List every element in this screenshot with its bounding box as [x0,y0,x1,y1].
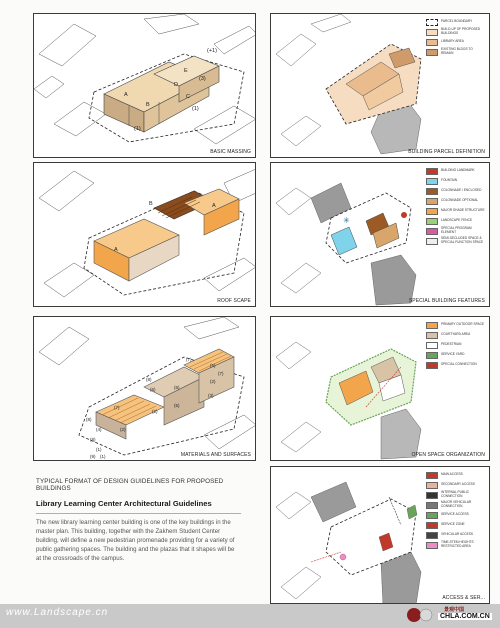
badge-logo-icon [404,606,438,623]
watermark-text: www.Landscape.cn [6,607,109,618]
panel-caption: BUILDING PARCEL DEFINITION [408,149,485,155]
badge-url: CHLA.COM.CN [440,613,490,620]
sheet-caption: TYPICAL FORMAT OF DESIGN GUIDELINES FOR PROPOSED BUILDINGS [36,478,224,492]
panel-materials [33,316,256,461]
legend-item: COURTYARD AREA [426,331,486,339]
basic-massing-drawing [34,14,256,158]
legend-item: BUILD-UP OF PROPOSED BUILDINGS [426,28,486,36]
legend-item: SECONDARY ACCESS [426,481,486,489]
massing-label-6: C [186,94,190,100]
legend-item: COLONNADE OPTIONAL [426,197,486,205]
mat-label-16: (9) [90,454,96,459]
massing-label-4: D [174,82,178,88]
roof-label-2: A [114,247,118,253]
legend-item: MAJOR SHADE STRUCTURE [426,207,486,215]
mat-label-0: (7) [186,357,192,362]
panel-caption: SPECIAL BUILDING FEATURES [408,298,485,304]
legend-item: VEHICULAR ACCESS [426,531,486,539]
legend-item: SPECIAL PROGRAM ELEMENT [426,227,486,235]
legend-item: SERVICE ZONE [426,521,486,529]
legend-item: COLONNADE / ENCLOSED [426,187,486,195]
legend-item: SERVICE ACCESS [426,511,486,519]
landmark-icon [401,212,407,218]
mat-label-13: (2) [120,427,126,432]
legend-item: BUILDING LANDMARK [426,167,486,175]
open-space-legend [426,321,486,371]
mat-label-14: (8) [90,437,96,442]
legend-item: LANDSCAPE FENCE [426,217,486,225]
heading-divider [36,513,241,514]
mat-label-8: (3) [208,393,214,398]
watermark-strip [0,604,500,625]
massing-label-2: (3) [199,76,206,82]
mat-label-2: (6) [150,387,156,392]
legend-item: INTERNAL PUBLIC CONNECTION [426,491,486,499]
legend-item: MAIN ACCESS [426,471,486,479]
panel-caption: BASIC MASSING [210,149,251,155]
parcel-legend [426,18,486,58]
fountain-icon: ✳ [343,216,350,225]
panel-caption: MATERIALS AND SURFACES [180,452,251,458]
mat-label-17: (1) [100,454,106,459]
mat-label-15: (1) [96,447,102,452]
legend-item: SERVICE YARD [426,351,486,359]
panel-parcel [270,13,490,158]
massing-label-7: (1) [134,126,141,132]
site-badge [404,606,494,623]
panel-open-space [270,316,490,461]
massing-label-0: (+1) [207,48,217,54]
panel-caption: OPEN SPACE ORGANIZATION [411,452,485,458]
guideline-text [36,478,256,563]
massing-label-3: A [124,92,128,98]
panel-access [270,466,490,604]
legend-item: TIME-STEM HEIGHTS RESTRICTED AREA [426,541,486,549]
guideline-heading: Library Learning Center Architectural Guidelines [36,499,212,508]
mat-label-7: (5) [174,403,180,408]
mat-label-10: (7) [114,405,120,410]
legend-item: PRIMARY OUTDOOR SPACE [426,321,486,329]
panel-special-features [270,162,490,307]
special-legend [426,167,486,247]
mat-label-11: (8) [86,417,92,422]
mat-label-3: (5) [210,363,216,368]
access-legend [426,471,486,551]
mat-label-5: (6) [174,385,180,390]
mat-label-9: (2) [152,409,158,414]
legend-item: PEDESTRIAN [426,341,486,349]
legend-item: MAJOR VEHICULAR CONNECTION [426,501,486,509]
panel-basic-massing [33,13,256,158]
roof-label-1: A [212,203,216,209]
mat-label-12: (4) [96,427,102,432]
massing-label-5: B [146,102,150,108]
legend-item: EXISTING BLDGS TO REMAIN [426,48,486,56]
legend-item: SPECIAL CONNECTION [426,361,486,369]
materials-drawing [34,317,256,461]
legend-item: LIBRARY AREA [426,38,486,46]
mat-label-4: (7) [218,371,224,376]
massing-label-8: (1) [192,106,199,112]
guideline-paragraph: The new library learning center building is one of the key buildings in the master plan. This building, together with the Zakhem Student Center building, will define a new pedestrian promenade providing for a variety of public gathering spaces. The building and the plazas that it shapes will be at the crossroads of the campus. [36,519,235,563]
legend-item: FOUNTAIN [426,177,486,185]
legend-item: PARCEL BOUNDARY [426,18,486,26]
roof-scape-drawing [34,163,256,307]
panel-roof-scape [33,162,256,307]
roof-label-0: B [149,201,153,207]
massing-label-1: E [184,68,188,74]
mat-label-1: (8) [146,377,152,382]
mat-label-6: (2) [210,379,216,384]
badge-name: 景观中国 [444,607,465,613]
legend-item: SEMI-SECLUDED SPACE & SPECIAL FUNCTION SPACE [426,237,486,245]
panel-caption: ROOF SCAPE [217,298,251,304]
panel-caption: ACCESS & SER... [442,595,485,601]
